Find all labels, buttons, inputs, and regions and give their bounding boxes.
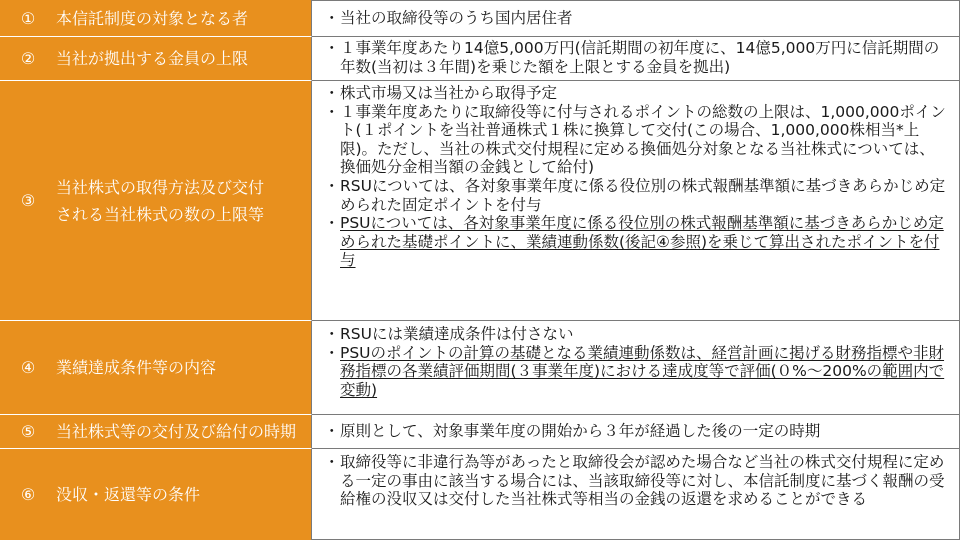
underlined-text: PSUのポイントの計算の基礎となる業績連動係数は、経営計画に掲げる財務指標や非財務指標の各業績評価期間(３事業年度)における達成度等で評価(０%～200%の範囲内で変動) [340, 343, 945, 399]
table-row [0, 415, 960, 449]
row-heading [0, 37, 312, 81]
row-heading [0, 449, 312, 540]
row-heading-text: 当社株式等の交付及び給付の時期 [56, 422, 297, 441]
list-item: ・ 株式市場又は当社から取得予定 [324, 84, 558, 102]
row-heading [0, 415, 312, 449]
row-heading-text: 当社が拠出する金員の上限 [56, 49, 249, 68]
table-row [0, 37, 960, 81]
row-number: ④ [20, 358, 36, 377]
row-number: ③ [20, 191, 36, 210]
row-heading [0, 0, 312, 37]
list-item: ・ PSUについては、各対象事業年度に係る役位別の株式報酬基準額に基づきあらかじめ定められた基礎ポイントに、業績連動係数(後記④参照)を乗じて算出されたポイントを付与 [324, 214, 949, 270]
list-item: ・ RSUについては、各対象事業年度に係る役位別の株式報酬基準額に基づきあらかじめ定められた固定ポイントを付与 [324, 176, 946, 214]
list-item: ・ 取締役等に非違行為等があったと取締役会が認めた場合など当社の株式交付規程に定める一定の事由に該当する場合には、当該取締役等に対し、本信託制度に基づく報酬の受給権の没収又は交付した当社株式等相当の金銭の返還を求めることができる [324, 453, 945, 509]
table-row [0, 81, 960, 321]
row-heading-text: 本信託制度の対象となる者 [56, 8, 249, 28]
row-content [312, 449, 960, 540]
row-content [312, 81, 960, 321]
table-row [0, 449, 960, 540]
list-item: ・ 当社の取締役等のうち国内居住者 [324, 9, 573, 28]
list-item: ・ PSUのポイントの計算の基礎となる業績連動係数は、経営計画に掲げる財務指標や非財務指標の各業績評価期間(３事業年度)における達成度等で評価(０%～200%の範囲内で変動) [324, 344, 949, 400]
list-item: ・ 原則として、対象事業年度の開始から３年が経過した後の一定の時期 [324, 422, 821, 441]
row-heading [0, 81, 312, 321]
row-content [312, 37, 960, 81]
row-content [312, 0, 960, 37]
underlined-text: PSUについては、各対象事業年度に係る役位別の株式報酬基準額に基づきあらかじめ定められた基礎ポイントに、業績連動係数(後記④参照)を乗じて算出されたポイントを付与 [340, 214, 944, 270]
table-row [0, 321, 960, 415]
row-number: ⑥ [20, 485, 36, 504]
list-item: ・ １事業年度あたり14億5,000万円(信託期間の初年度に、14億5,000万円に信託期間の年数(当初は３年間)を乗じた額を上限とする金員を拠出) [324, 39, 940, 76]
row-heading-text: 没収・返還等の条件 [56, 485, 201, 504]
row-heading-text: 当社株式の取得方法及び交付 される当社株式の数の上限等 [56, 177, 265, 224]
row-content [312, 415, 960, 449]
row-number: ② [20, 49, 36, 68]
row-number: ⑤ [20, 422, 36, 441]
row-heading-text: 業績達成条件等の内容 [56, 358, 217, 377]
list-item: ・ １事業年度あたりに取締役等に付与されるポイントの総数の上限は、1,000,000ポイント(１ポイントを当社普通株式１株に換算して交付(この場合、1,000,000株相当*上限)。ただし、当社の株式交付規程に定める換価処分対象となる当社株式については、換価処分金相当額の金銭として給付) [324, 102, 946, 177]
table-row [0, 0, 960, 37]
row-heading [0, 321, 312, 415]
row-content [312, 321, 960, 415]
row-number: ① [20, 8, 36, 28]
list-item: ・ RSUには業績達成条件は付さない [324, 325, 574, 343]
